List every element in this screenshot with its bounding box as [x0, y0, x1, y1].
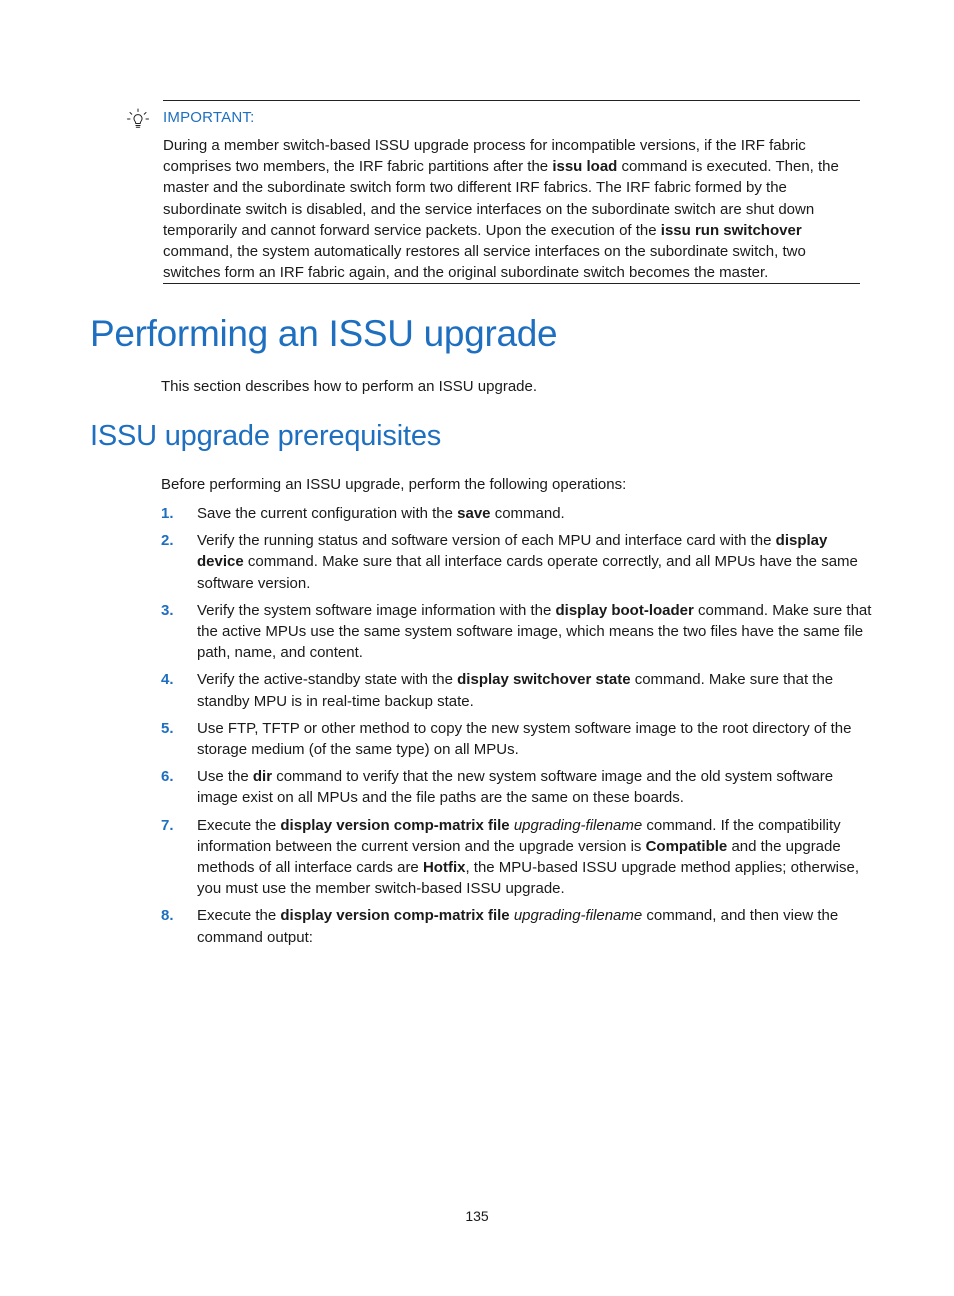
- step-text: Execute the display version comp-matrix file upgrading-filename command, and then view the command output:: [197, 907, 839, 946]
- step-text: Use FTP, TFTP or other method to copy the new system software image to the root directory of the storage medium (of the same type) on all MPUs.: [197, 719, 852, 759]
- section-title: Performing an ISSU upgrade: [90, 313, 558, 354]
- step-number: 2.: [161, 532, 174, 550]
- note-label: IMPORTANT:: [163, 109, 255, 126]
- step-number: 5.: [161, 719, 174, 737]
- list-item: [161, 815, 873, 900]
- step-number: 7.: [161, 816, 174, 834]
- step-number: 6.: [161, 768, 174, 786]
- note-top-rule: [163, 100, 860, 101]
- note-bottom-rule: [163, 283, 860, 284]
- step-text: Verify the system software image information with the display boot-loader command. Make sure that the active MPUs use the same system software image, which means the two files have the same file path, name, and content.: [197, 601, 872, 662]
- lightbulb-icon: [127, 108, 149, 130]
- step-text: Execute the display version comp-matrix file upgrading-filename command. If the compatibility information between the current version and the upgrade version is Compatible and the upgrade methods of all interface cards are Hotfix, the MPU-based ISSU upgrade method applies; otherwise, you must use the member switch-based ISSU upgrade.: [197, 816, 859, 898]
- steps-list: [161, 503, 873, 954]
- step-number: 4.: [161, 671, 174, 689]
- list-item: [161, 905, 873, 947]
- note-body: During a member switch-based ISSU upgrade process for incompatible versions, if the IRF fabric comprises two members, the IRF fabric partitions after the issu load command is executed. Then, the master and the subordinate switch form two different IRF fabrics. The IRF fabric formed by the subordinate switch is disabled, and the service interfaces on the subordinate switch are shut down temporarily and cannot forward service packets. Upon the execution of the issu run switchover command, the system automatically restores all service interfaces on the subordinate switch, two switches form an IRF fabric again, and the original subordinate switch becomes the master.: [163, 137, 839, 282]
- subsection-title: ISSU upgrade prerequisites: [90, 420, 442, 452]
- step-number: 3.: [161, 601, 174, 619]
- list-item: [161, 503, 873, 524]
- subsection-lead: Before performing an ISSU upgrade, perform the following operations:: [161, 476, 627, 493]
- step-text: Use the dir command to verify that the new system software image and the old system software image exist on all MPUs and the file paths are the same on these boards.: [197, 768, 834, 807]
- section-intro: This section describes how to perform an ISSU upgrade.: [161, 378, 538, 395]
- step-text: Verify the active-standby state with the display switchover state command. Make sure that the standby MPU is in real-time backup state.: [197, 671, 834, 710]
- list-item: [161, 669, 873, 711]
- list-item: [161, 530, 873, 594]
- page-number: 135: [465, 1208, 489, 1224]
- step-text: Save the current configuration with the save command.: [197, 505, 565, 522]
- step-text: Verify the running status and software version of each MPU and interface card with the display device command. Make sure that all interface cards operate correctly, and all MPUs have the same software version.: [197, 532, 858, 592]
- list-item: [161, 766, 873, 808]
- list-item: [161, 600, 873, 664]
- step-number: 8.: [161, 907, 174, 925]
- list-item: [161, 718, 873, 760]
- step-number: 1.: [161, 505, 174, 522]
